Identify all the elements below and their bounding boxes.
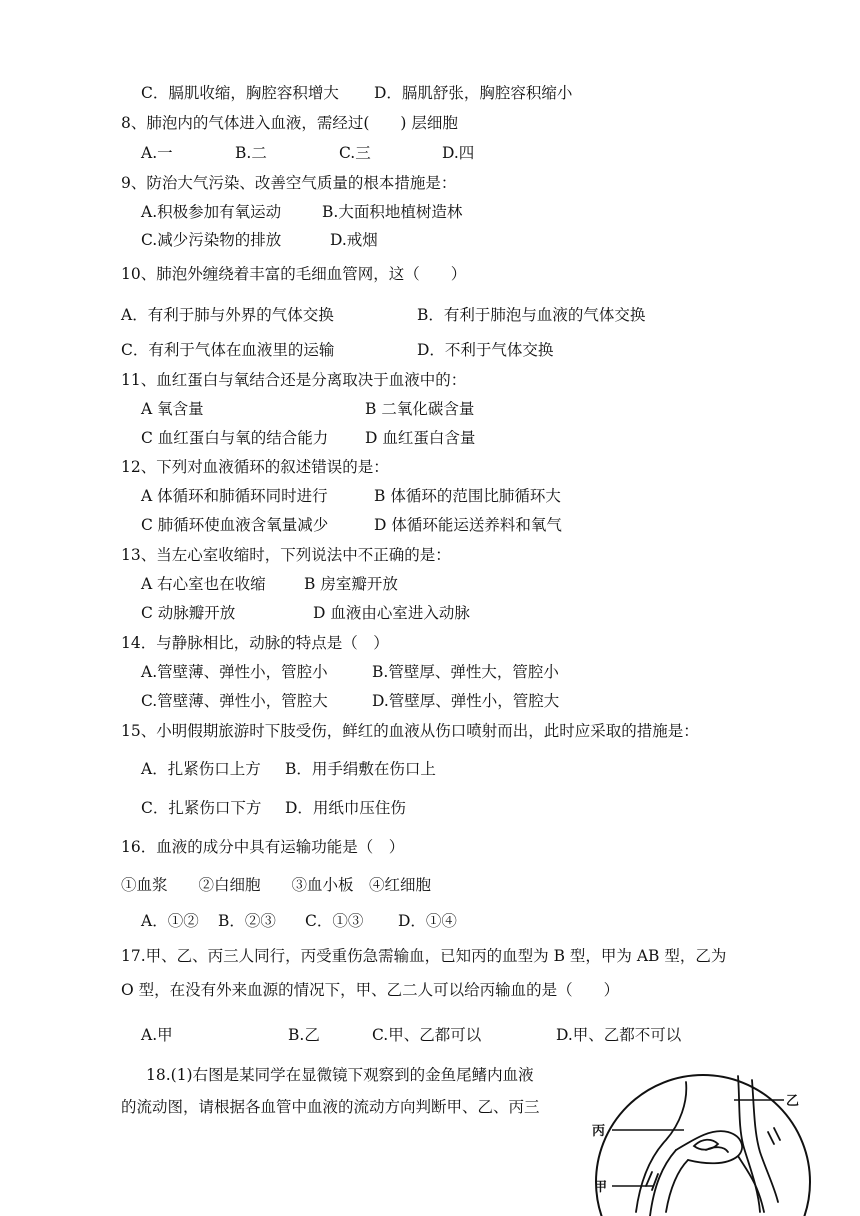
q15-option-c: C．扎紧伤口下方 xyxy=(141,799,262,817)
vessel-left-wall xyxy=(636,1082,686,1212)
q16-stem: 16．血液的成分中具有运输功能是（ ） xyxy=(121,838,405,856)
q11-stem: 11、血红蛋白与氧结合还是分离取决于血液中的： xyxy=(121,371,467,389)
q17-option-c: C.甲、乙都可以 xyxy=(372,1026,482,1044)
view-circle xyxy=(596,1075,810,1216)
q14-option-d: D.管壁厚、弹性小，管腔大 xyxy=(372,692,560,710)
q10-option-b: B．有利于肺泡与血液的气体交换 xyxy=(417,306,646,324)
q11-option-a: A 氧含量 xyxy=(141,400,204,418)
q16-items: ①血浆 ②白细胞 ③血小板 ④红细胞 xyxy=(121,876,432,894)
q12-option-b: B 体循环的范围比肺循环大 xyxy=(374,487,561,505)
q14-option-c: C.管壁薄、弹性小，管腔大 xyxy=(141,692,328,710)
q16-option-d: D．①④ xyxy=(398,912,457,930)
q13-option-a: A 右心室也在收缩 xyxy=(141,575,266,593)
q13-option-d: D 血液由心室进入动脉 xyxy=(313,604,470,622)
q18-line1: 18.(1)右图是某同学在显微镜下观察到的金鱼尾鳍内血液 xyxy=(146,1066,534,1084)
label-yi: 乙 xyxy=(786,1094,800,1109)
q12-option-d: D 体循环能运送养料和氧气 xyxy=(374,516,562,534)
q11-option-c: C 血红蛋白与氧的结合能力 xyxy=(141,429,329,447)
vessel-branch-3 xyxy=(738,1156,764,1212)
q14-stem: 14．与静脉相比，动脉的特点是（ ） xyxy=(121,634,389,652)
q12-option-a: A 体循环和肺循环同时进行 xyxy=(141,487,328,505)
q18-line2: 的流动图，请根据各血管中血液的流动方向判断甲、乙、丙三 xyxy=(121,1098,540,1116)
q8-option-b: B.二 xyxy=(235,144,267,162)
q8-option-a: A.一 xyxy=(141,144,173,162)
q11-option-d: D 血红蛋白含量 xyxy=(365,429,476,447)
q17-stem-line1: 17.甲、乙、丙三人同行，丙受重伤急需输血，已知丙的血型为 B 型，甲为 AB 型，乙为 xyxy=(121,947,727,965)
vessel-branch-2 xyxy=(666,1160,688,1212)
q13-option-b: B 房室瓣开放 xyxy=(304,575,398,593)
q16-option-a: A．①② xyxy=(141,912,199,930)
q8-option-c: C.三 xyxy=(339,144,371,162)
label-bing: 丙 xyxy=(592,1124,606,1139)
q8-option-d: D.四 xyxy=(442,144,475,162)
q9-option-d: D.戒烟 xyxy=(330,231,378,249)
q15-option-a: A．扎紧伤口上方 xyxy=(141,760,261,778)
q9-option-b: B.大面积地植树造林 xyxy=(322,203,463,221)
q10-option-a: A．有利于肺与外界的气体交换 xyxy=(121,306,334,324)
q7-option-d: D．膈肌舒张，胸腔容积缩小 xyxy=(374,84,573,102)
label-jia: 甲 xyxy=(594,1180,608,1195)
q16-option-b: B．②③ xyxy=(218,912,276,930)
q7-option-c: C．膈肌收缩，胸腔容积增大 xyxy=(141,84,339,102)
q13-stem: 13、当左心室收缩时，下列说法中不正确的是： xyxy=(121,546,451,564)
q14-option-b: B.管壁厚、弹性大，管腔小 xyxy=(372,663,559,681)
q15-option-d: D．用纸巾压住伤 xyxy=(285,799,406,817)
q17-option-d: D.甲、乙都不可以 xyxy=(556,1026,682,1044)
q9-option-a: A.积极参加有氧运动 xyxy=(141,203,282,221)
q17-stem-line2: O 型，在没有外来血源的情况下，甲、乙二人可以给丙输血的是（ ） xyxy=(121,981,620,999)
q10-stem: 10、肺泡外缠绕着丰富的毛细血管网，这（ ） xyxy=(121,265,467,283)
q12-option-c: C 肺循环使血液含氧量减少 xyxy=(141,516,329,534)
q15-option-b: B．用手绢敷在伤口上 xyxy=(285,760,436,778)
q10-option-d: D．不利于气体交换 xyxy=(417,341,554,359)
q9-option-c: C.减少污染物的排放 xyxy=(141,231,282,249)
vessel-branch xyxy=(676,1131,742,1163)
q12-stem: 12、下列对血液循环的叙述错误的是： xyxy=(121,458,389,476)
q13-option-c: C 动脉瓣开放 xyxy=(141,604,236,622)
blood-cell-4 xyxy=(768,1128,780,1144)
q10-option-c: C．有利于气体在血液里的运输 xyxy=(121,341,335,359)
q16-option-c: C．①③ xyxy=(305,912,364,930)
q17-option-a: A.甲 xyxy=(141,1026,173,1044)
q11-option-b: B 二氧化碳含量 xyxy=(365,400,475,418)
q15-stem: 15、小明假期旅游时下肢受伤，鲜红的血液从伤口喷射而出，此时应采取的措施是： xyxy=(121,722,699,740)
blood-flow-diagram xyxy=(588,1062,818,1216)
vessel-right-wall-inner xyxy=(752,1080,778,1202)
q8-stem: 8、肺泡内的气体进入血液，需经过( ) 层细胞 xyxy=(121,114,458,132)
q14-option-a: A.管壁薄、弹性小，管腔小 xyxy=(141,663,328,681)
q9-stem: 9、防治大气污染、改善空气质量的根本措施是： xyxy=(121,174,457,192)
q17-option-b: B.乙 xyxy=(288,1026,320,1044)
